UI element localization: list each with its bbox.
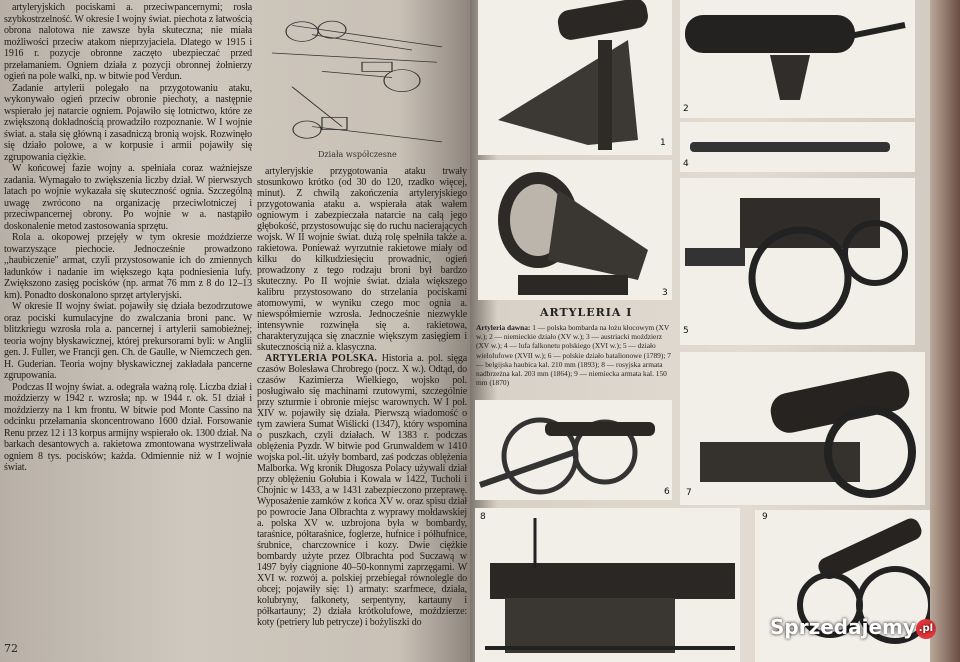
left-page: [0, 0, 470, 662]
figure-number: 8: [480, 512, 486, 522]
watermark-logo: [770, 615, 936, 639]
figure-number: 4: [683, 159, 689, 169]
left-text-column-2: [257, 166, 467, 628]
photo-german-gun: [680, 0, 915, 118]
book-cover-edge: [930, 0, 960, 662]
caption-text: 1 — polska bombarda na łożu kłocowym (XV w.); 2 — niemieckie działo (XV w.); 3 — austriacki moździerz (XV w.); 4 — lufa falkonetu polskiego (XVI w.); 5 — działo wielolufowe (XVII w.); 6 — polskie działo batalionowe (1789); 7 — belgijska haubica kal. 210 mm (1893); 8 — rosyjska armata nadbrzeżna kal. 203 mm (1864); 9 — niemiecka armata kal. 150 mm (1870): [476, 323, 671, 388]
photo-bombard: [478, 0, 672, 155]
modern-guns-illustration: [262, 4, 452, 148]
photo-multibarrel-gun: [680, 178, 915, 345]
photo-falconet-barrel: [680, 122, 915, 172]
photo-battalion-gun: [475, 400, 672, 500]
plate-title: ARTYLERIA I: [540, 306, 633, 319]
photo-belgian-howitzer: [680, 352, 925, 505]
figure-number: 3: [662, 288, 668, 298]
illustration-caption: Działa współczesne: [318, 150, 397, 159]
plate-caption: [476, 323, 676, 387]
figure-number: 6: [664, 487, 670, 497]
watermark-text: Sprzedajemy: [770, 615, 916, 639]
figure-number: 1: [660, 138, 666, 148]
paragraph: W okresie II wojny świat. pojawiły się działa bezodrzutowe oraz pociski kumulacyjne do zwalczania broni panc. W blitzkriegu wzrosła rola a. pancernej i artylerii samobieżnej; teoria wojny błyskawicznej, której prekursorami byli: w Anglii gen. J. Fuller, we Francji gen. Ch. de Gaulle, w Niemczech gen. H. Guderian. Teoria wojny błyskawicznej zakładała pancerne zgrupowania.: [4, 301, 252, 381]
photo-mortar: [478, 160, 672, 300]
photo-russian-coastal-gun: [475, 508, 740, 662]
paragraph: W końcowej fazie wojny a. spełniała coraz ważniejsze zadania. Wymagało to zwiększenia liczby dział. W pierwszych latach po wojnie wykazała się skuteczność ognia. Szczególną uwagę zwrócono na organizację przeciwlotniczej i przeciwpancernej obrony. Po wojnie w a. nastąpiło doskonalenie metod zastosowania sprzętu.: [4, 163, 252, 232]
paragraph: Rola a. okopowej przejęły w tym okresie moździerze towarzyszące piechocie. Jednocześnie prowadzono ,,haubiczenie'' armat, czyli przystosowanie ich do zmiennych ładunków i nadanie im większego kąta podniesienia lufy. Zwiększono zasięg pocisków (np. armat 76 mm z 8 do 12–13 km). Ponadto doskonalono sprzęt artyleryjski.: [4, 232, 252, 301]
page-number: 72: [4, 642, 18, 655]
watermark-dot: .pl: [916, 619, 936, 639]
left-text-column-1: [4, 2, 252, 474]
section-heading: ARTYLERIA POLSKA.: [265, 353, 378, 364]
paragraph: artyleryjskich pociskami a. przeciwpancernymi; rosła szybkostrzelność. W okresie I wojny świat. piechota z łatwością obrona nalotowa nie zawsze była skuteczna; nie miała możliwości przeciw atakom nieprzyjaciela. Dlatego w 1915 i 1916 r. pozycje obronne zaczęto ubezpieczać przed przełamaniem. Ogniem działa z pozycji obronnej żołnierzy ogień na pole walki, np. w bitwie pod Verdun.: [4, 2, 252, 82]
caption-lead: Artyleria dawna:: [476, 323, 531, 332]
figure-number: 5: [683, 326, 689, 336]
paragraph: Podczas II wojny świat. a. odegrała ważną rolę. Liczba dział i moździerzy w 1942 r. wzrosła; np. w 1944 r. ok. 51 dział i moździerzy na 1 km frontu. W bitwie pod Monte Cassino na odcinku przełamania skoncentrowano 1600 dział. Forsowanie Renu przez 12 i 13 korpus armijny wspierało ok. 1300 dział. Na barkach desantowych a. rakietowa zmontowana wystrzeliwała ogniem 8 tys. pocisków; każda. Odmiennie niż w I wojnie świat.: [4, 381, 252, 473]
paragraph: Zadanie artylerii polegało na przygotowaniu ataku, wykonywało ogień przeciw obronie piechoty, a następnie wspierało jej natarcie ogniem. Pojawiło się lotnictwo, które ze zwiększoną dokładnością prowadziło rozpoznanie. W I wojnie świat. a. stała się główną i zasadniczą bronią wojsk. Rozwinęło się działo polowe, a w korpusie i armii pojawiły się zgrupowania ciężkie.: [4, 82, 252, 163]
paragraph: Historia a. pol. sięga czasów Bolesława Chrobrego (pocz. X w.). Odtąd, do czasów Kazimierza Wielkiego, wojsko pol. posługiwało się machinami rzutowymi, szczególnie przy szturmie i obronie miejsc warownych. W I poł. XIV w. pojawiły się działa. Pierwszą wiadomość o tym zawiera Sumat Wiślicki (1347), który wspomina o puszkach, czyli działach. W 1383 r. podczas oblężenia Pyzdr. W bitwie pod Grunwaldem w 1410 wojska pol.-lit. użyły bombard, zaś podczas oblężenia Malborka. Wg kronik Długosza Polacy używali dział przy oblężeniu Gołubia i Kowala w 1422, Tucholi i Chojnic w 1433, a w 1431 zabezpieczono przeprawę. Wyposażenie zamków z końca XV w. oraz spisu dział po powrocie Jana Olbrachta z wyprawy mołdawskiej a. polska XV w. uzbrojona była w bombardy, taraśnice, półtaraśnice, foglerze, hufnice i półhufnice, śrubnice, charczownice i kozy. Dwie ciężkie bombardy użyte przez Olbrachta pod Suczawą w 1497 były ciągnione 40–50-konnymi zaprzęgami. W XVI w. rozwój a. polskiej przebiegał równolegle do obcej; pojawiły się: 1) armaty: szarfmece, działa, kolubryny, falkonety, serpentyny, kartauny i półkartauny; 2) działa krótkolufowe, moździerze: koty (petriery lub petrycze) i bożyliszki do: [257, 353, 467, 628]
paragraph: artyleryjskie przygotowania ataku trwały stosunkowo krótko (od 30 do 120, rzadko więcej, minut). Z chwilą zakończenia artyleryjskiego przygotowania ataku a. wspierała atak wałem ogniowym i zabezpieczała natarcie na całą jego głębokość, przystosowując się do ruchu nacierających wojsk. W II wojnie świat. dużą rolę spełniła także a. rakietowa. Ponieważ wyrzutnie rakietowe miały od kilku do kilkudziesięciu prowadnic, ogień prowadzony z tego rodzaju broni był bardzo skuteczny. Po II wojnie świat. działa większego kalibru przystosowano do strzelania pociskami atomowymi, w wyniku czego moc ognia a. niewspółmiernie wzrosła. Jednocześnie niezwykle intensywnie rozwinęła się a. rakietowa, charakteryzująca się znacznie większym zasięgiem i skutecznością niż a. klasyczna.: [257, 166, 467, 353]
figure-number: 7: [686, 488, 692, 498]
figure-number: 9: [762, 512, 768, 522]
photo-german-cannon: [755, 510, 933, 662]
figure-number: 2: [683, 104, 689, 114]
